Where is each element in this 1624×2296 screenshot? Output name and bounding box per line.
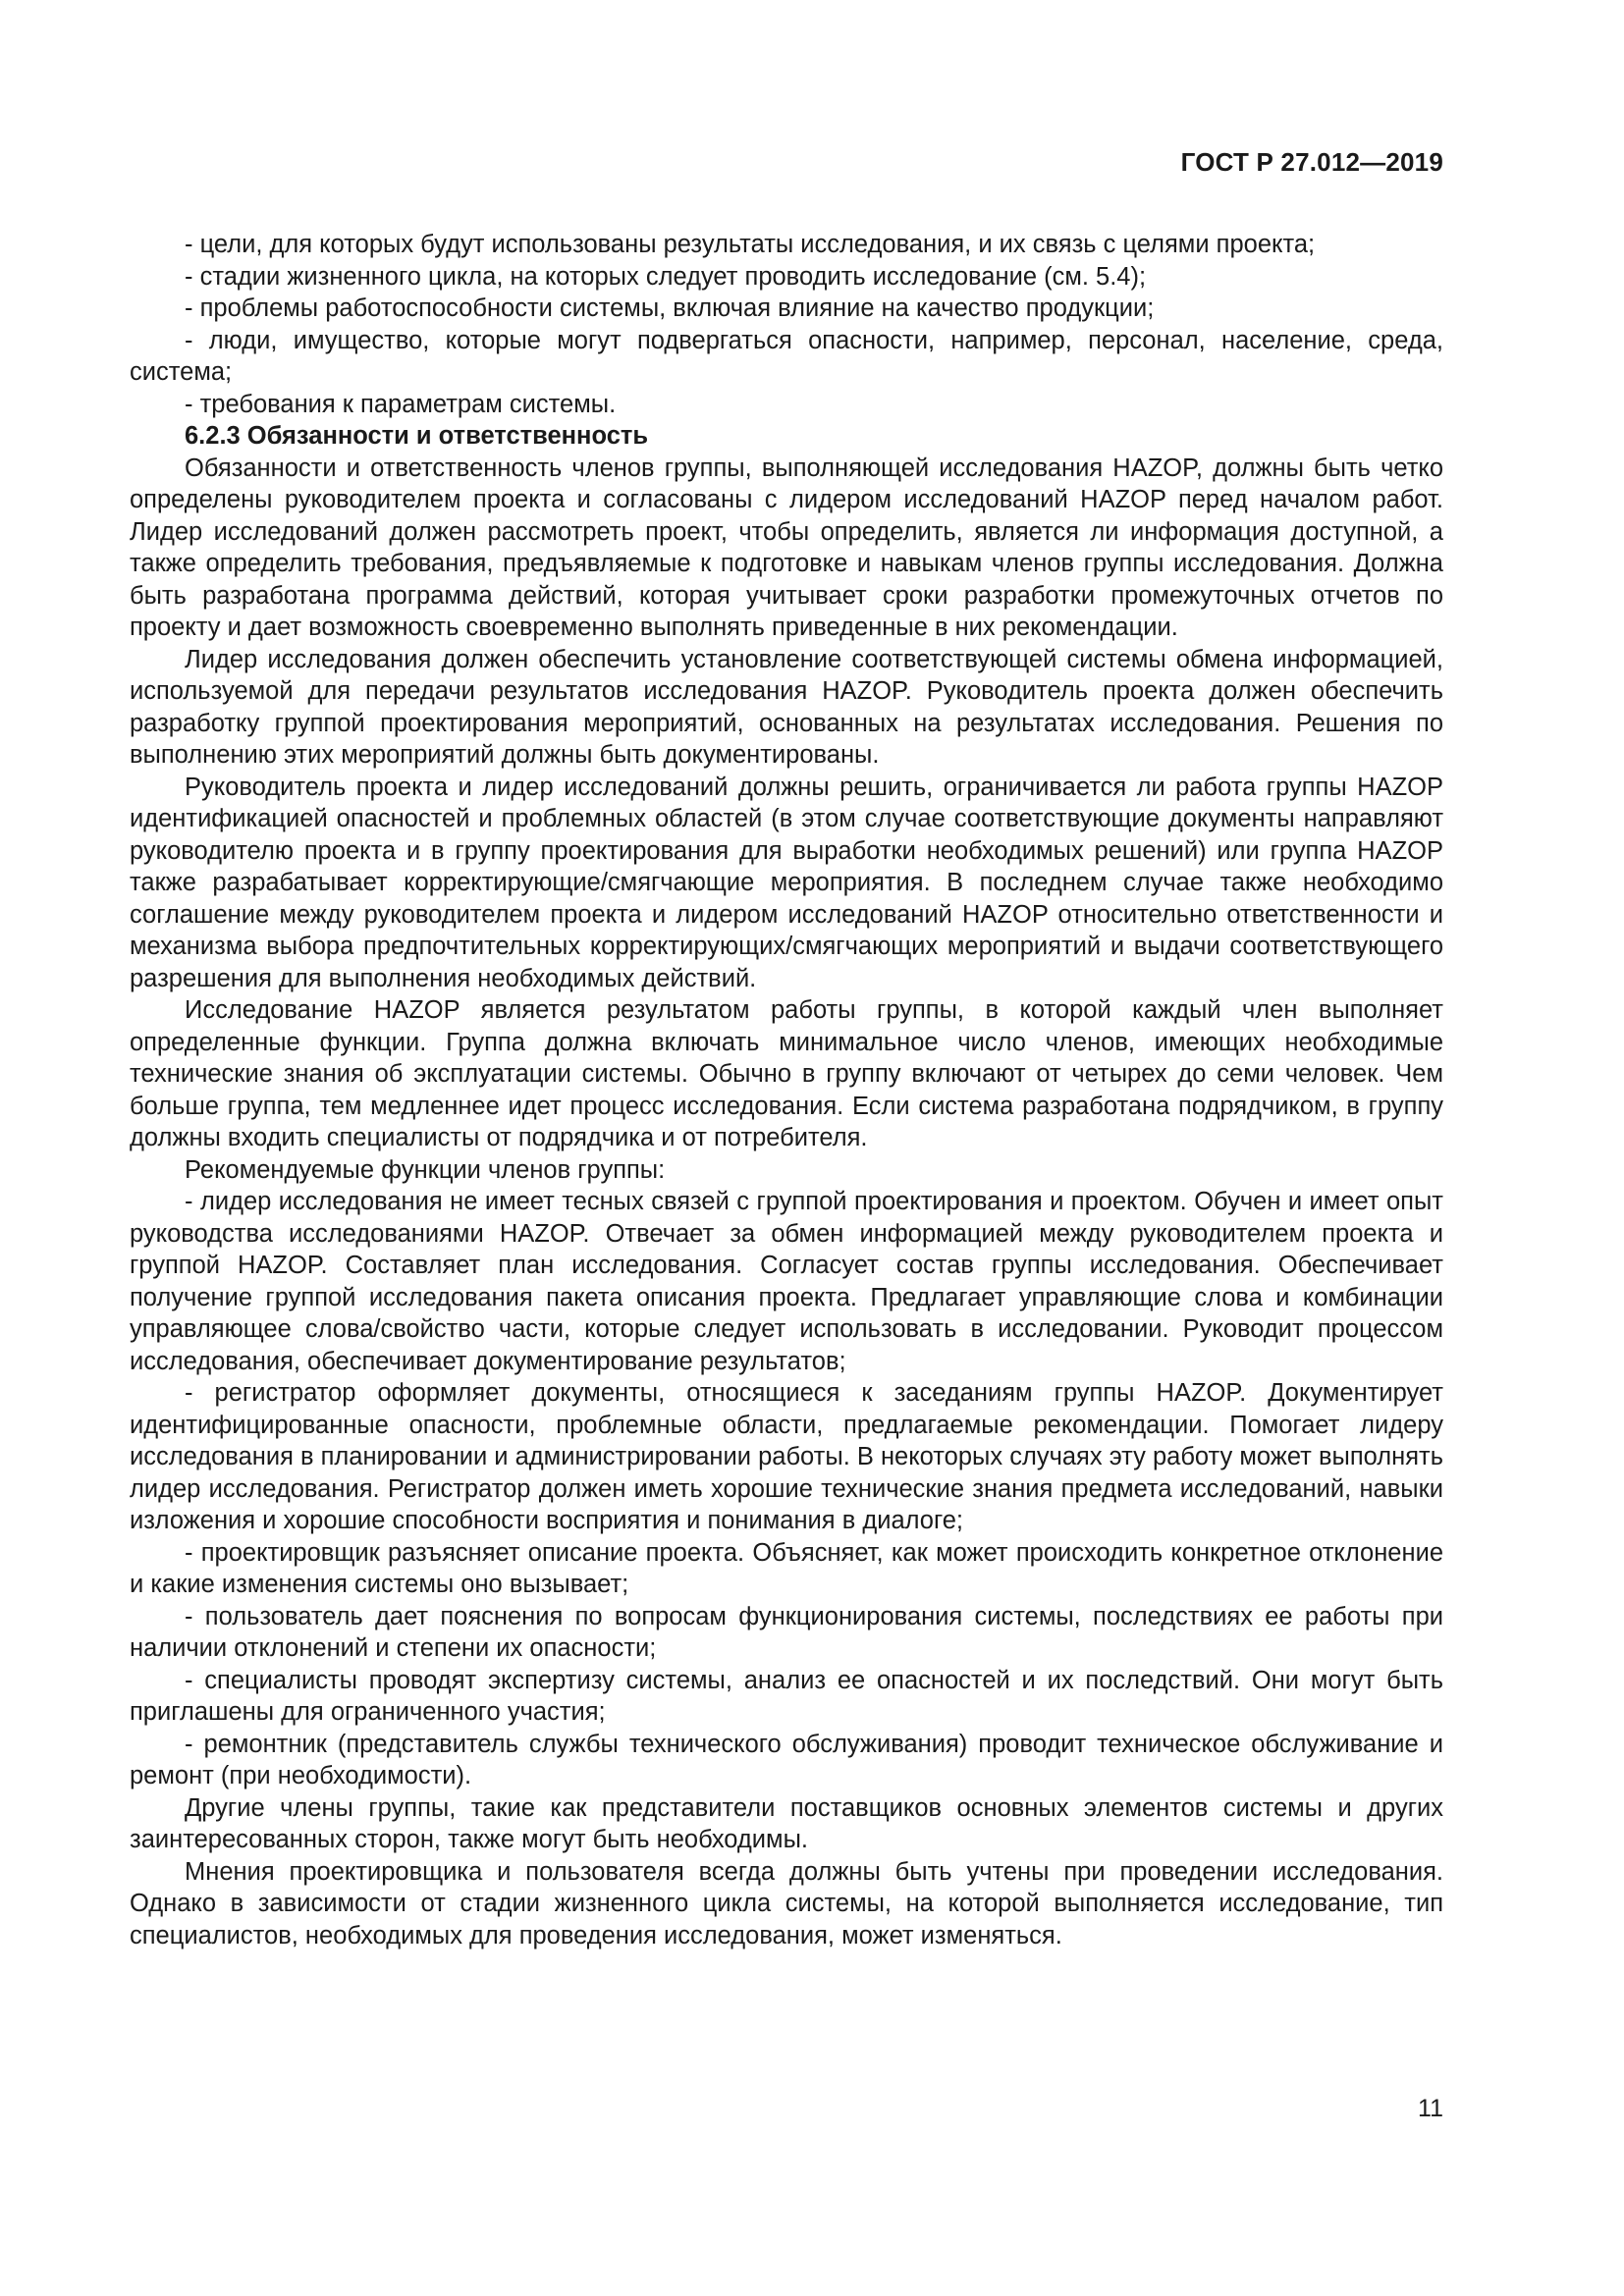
standard-header: ГОСТ Р 27.012—2019 (1180, 147, 1443, 177)
section-heading: 6.2.3 Обязанности и ответственность (185, 422, 649, 450)
list-item: - проектировщик разъясняет описание проекта. Объясняет, как может происходить конкретное отклонение и какие изменения системы оно вызывает; (130, 1538, 1443, 1598)
paragraph: Руководитель проекта и лидер исследований должны решить, ограничивается ли работа группы HAZOP идентификацией опасностей и проблемных областей (в этом случае соответствующие документы направляют руководителю проекта и в группу проектирования для выработки необходимых решений) или группа HAZOP также разрабатывает корректирующие/смягчающие мероприятия. В последнем случае также необходимо соглашение между руководителем проекта и лидером исследований HAZOP относительно ответственности и механизма выбора предпочтительных корректирующих/смягчающих мероприятий и выдачи соответствующего разрешения для выполнения необходимых действий. (130, 773, 1443, 992)
list-item: - лидер исследования не имеет тесных связей с группой проектирования и проектом. Обучен и имеет опыт руководства исследованиями HAZOP. Отвечает за обмен информацией между руководителем проекта и группой HAZOP. Составляет план исследования. Согласует состав группы исследования. Обеспечивает получение группой исследования пакета описания проекта. Предлагает управляющие слова и комбинации управляющее слова/свойство части, которые следует использовать в исследовании. Руководит процессом исследования, обеспечивает документирование результатов; (130, 1188, 1443, 1375)
list-item: - цели, для которых будут использованы результаты исследования, и их связь с целями проекта; (185, 231, 1316, 258)
paragraph: Исследование HAZOP является результатом работы группы, в которой каждый член выполняет определенные функции. Группа должна включать минимальное число членов, имеющих необходимые технические знания об эксплуатации системы. Обычно в группу включают от четырех до семи человек. Чем больше группа, тем медленнее идет процесс исследования. Если система разработана подрядчиком, в группу должны входить специалисты от подрядчика и от потребителя. (130, 996, 1443, 1151)
paragraph: Лидер исследования должен обеспечить установление соответствующей системы обмена информацией, используемой для передачи результатов исследования HAZOP. Руководитель проекта должен обеспечить разработку группой проектирования мероприятий, основанных на результатах исследования. Решения по выполнению этих мероприятий должны быть документированы. (130, 645, 1443, 769)
page-number: 11 (1418, 2095, 1443, 2122)
list-item: - специалисты проводят экспертизу системы, анализ ее опасностей и их последствий. Они могут быть приглашены для ограниченного участия; (130, 1666, 1443, 1726)
list-item: - ремонтник (представитель службы технического обслуживания) проводит техническое обслуживание и ремонт (при необходимости). (130, 1730, 1443, 1789)
paragraph: Обязанности и ответственность членов группы, выполняющей исследования HAZOP, должны быть четко определены руководителем проекта и согласованы с лидером исследований HAZOP перед началом работ. Лидер исследований должен рассмотреть проект, чтобы определить, является ли информация доступной, а также определить требования, предъявляемые к подготовке и навыкам членов группы исследования. Должна быть разработана программа действий, которая учитывает сроки разработки промежуточных отчетов по проекту и дает возможность своевременно выполнять приведенные в них рекомендации. (130, 454, 1443, 641)
list-item: - требования к параметрам системы. (185, 390, 617, 418)
paragraph: Другие члены группы, такие как представители поставщиков основных элементов системы и других заинтересованных сторон, также могут быть необходимы. (130, 1793, 1443, 1853)
list-item: - регистратор оформляет документы, относящиеся к заседаниям группы HAZOP. Документирует идентифицированные опасности, проблемные области, предлагаемые рекомендации. Помогает лидеру исследования в планировании и администрировании работы. В некоторых случаях эту работу может выполнять лидер исследования. Регистратор должен иметь хорошие технические знания предмета исследований, навыки изложения и хорошие способности восприятия и понимания в диалоге; (130, 1379, 1443, 1534)
paragraph: Рекомендуемые функции членов группы: (185, 1155, 666, 1184)
list-item: - люди, имущество, которые могут подвергаться опасности, например, персонал, население, среда, система; (130, 326, 1443, 386)
list-item: - пользователь дает пояснения по вопросам функционирования системы, последствиях ее работы при наличии отклонений и степени их опасности; (130, 1602, 1443, 1662)
paragraph: Мнения проектировщика и пользователя всегда должны быть учтены при проведении исследования. Однако в зависимости от стадии жизненного цикла системы, на которой выполняется исследование, тип специалистов, необходимых для проведения исследования, может изменяться. (130, 1857, 1443, 1949)
list-item: - стадии жизненного цикла, на которых следует проводить исследование (см. 5.4); (185, 262, 1147, 291)
document-body (130, 229, 1443, 1951)
list-item: - проблемы работоспособности системы, включая влияние на качество продукции; (185, 294, 1155, 322)
